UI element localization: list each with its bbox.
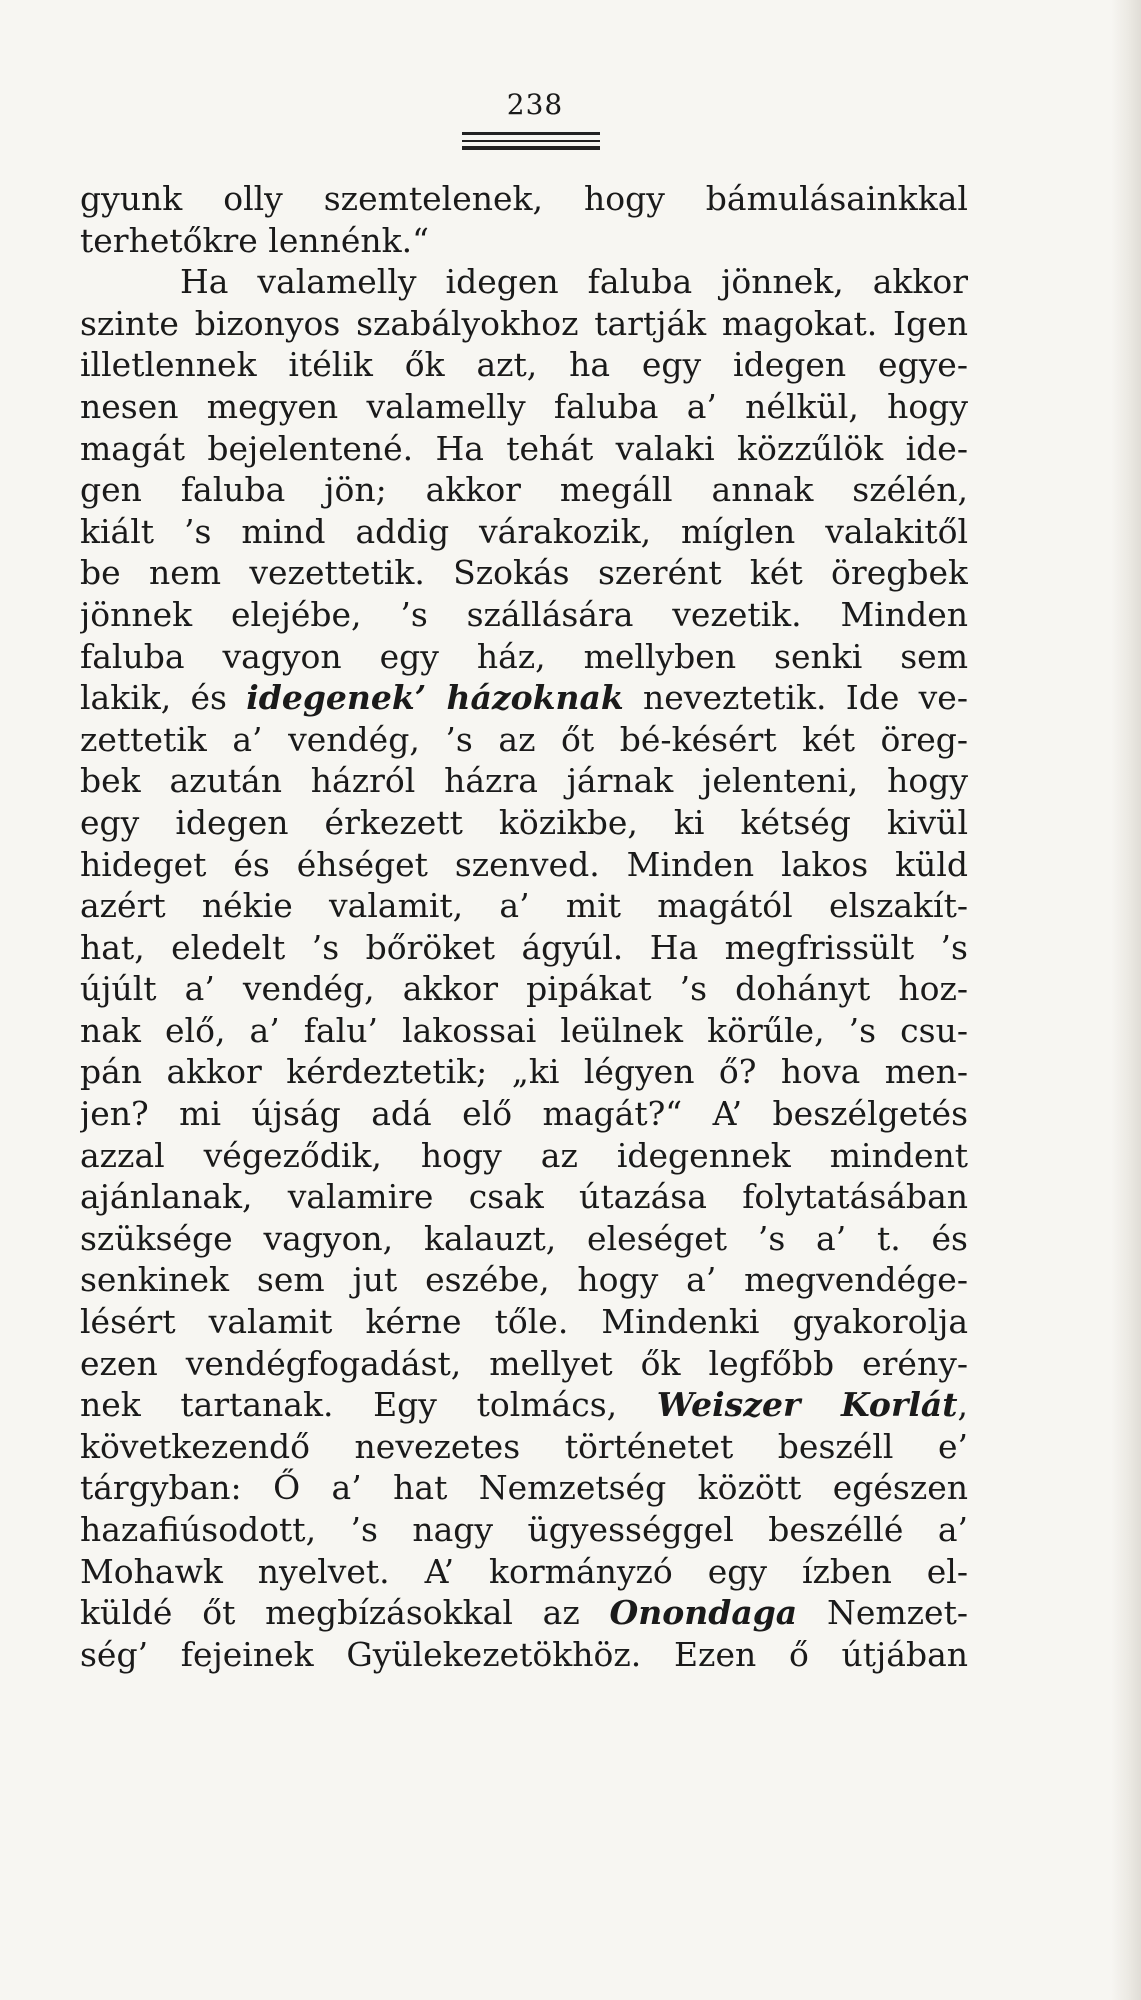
text-line: ezen vendégfogadást, mellyet ők legfőbb erény- bbox=[80, 1343, 968, 1383]
text-line: azzal végeződik, hogy az idegennek mindent bbox=[80, 1135, 968, 1175]
text-line: azért nékie valamit, a’ mit magától elszakít- bbox=[80, 886, 968, 926]
text-line: nak elő, a’ falu’ lakossai leülnek körűle, ’s csu- bbox=[80, 1010, 968, 1050]
page-number: 238 bbox=[506, 88, 564, 121]
text-line: hazafiúsodott, ’s nagy ügyességgel beszéllé a’ bbox=[80, 1510, 968, 1549]
text-line: Ha valamelly idegen faluba jönnek, akkor bbox=[180, 262, 968, 302]
text-line: nesen megyen valamelly faluba a’ nélkül, hogy bbox=[80, 386, 968, 426]
body-text bbox=[80, 178, 968, 1675]
text-line: jönnek elejébe, ’s szállására vezetik. Minden bbox=[80, 594, 968, 634]
text-line: nek tartanak. Egy tolmács, Weiszer Korlát, bbox=[80, 1385, 968, 1425]
header-rule bbox=[462, 132, 600, 135]
text-line: tárgyban: Ő a’ hat Nemzetség között egészen bbox=[80, 1468, 968, 1508]
text-line: jen? mi újság adá elő magát?“ A’ beszélgetés bbox=[80, 1094, 968, 1134]
text-line: szüksége vagyon, kalauzt, eleséget ’s a’ t. és bbox=[80, 1218, 968, 1258]
text-line: gen faluba jön; akkor megáll annak szélén, bbox=[80, 470, 968, 510]
text-line: pán akkor kérdeztetik; „ki légyen ő? hova men- bbox=[80, 1052, 968, 1092]
text-line: egy idegen érkezett közikbe, ki kétség kivül bbox=[80, 802, 968, 842]
text-line: ajánlanak, valamire csak útazása folytatásában bbox=[80, 1177, 968, 1217]
header-rule bbox=[462, 146, 600, 150]
text-line: hideget és éhséget szenved. Minden lakos küld bbox=[80, 844, 968, 884]
page-edge bbox=[1111, 0, 1141, 2000]
header-rule bbox=[462, 140, 600, 142]
text-line: lakik, és idegenek’ házoknak neveztetik. Ide ve- bbox=[80, 678, 968, 718]
text-line: küldé őt megbízásokkal az Onondaga Nemzet- bbox=[80, 1593, 968, 1633]
text-line: be nem vezettetik. Szokás szerént két öregbek bbox=[80, 553, 968, 593]
text-line: zettetik a’ vendég, ’s az őt bé-késért két öreg- bbox=[80, 719, 968, 759]
text-line: bek azután házról házra járnak jelenteni, hogy bbox=[80, 761, 968, 801]
text-line: szinte bizonyos szabályokhoz tartják magokat. Igen bbox=[80, 303, 968, 343]
text-line: hat, eledelt ’s bőröket ágyúl. Ha megfrissült ’s bbox=[80, 927, 968, 967]
text-line: ség’ fejeinek Gyülekezetökhöz. Ezen ő útjában bbox=[80, 1634, 968, 1674]
text-line: senkinek sem jut eszébe, hogy a’ megvendége- bbox=[80, 1260, 968, 1300]
text-line: kiált ’s mind addig várakozik, míglen valakitől bbox=[80, 511, 968, 551]
text-line: illetlennek itélik ők azt, ha egy idegen egye- bbox=[80, 345, 968, 385]
text-line: következendő nevezetes történetet beszéll e’ bbox=[80, 1426, 968, 1466]
text-line: gyunk olly szemtelenek, hogy bámulásainkkal bbox=[80, 179, 968, 218]
text-line: Mohawk nyelvet. A’ kormányzó egy ízben el- bbox=[80, 1551, 968, 1591]
text-line: lésért valamit kérne tőle. Mindenki gyakorolja bbox=[80, 1302, 968, 1342]
text-line: újúlt a’ vendég, akkor pipákat ’s dohányt hoz- bbox=[80, 969, 968, 1009]
text-line: faluba vagyon egy ház, mellyben senki sem bbox=[80, 636, 968, 676]
text-line: terhetőkre lennénk.“ bbox=[80, 220, 429, 260]
text-line: magát bejelentené. Ha tehát valaki közzűlök ide- bbox=[80, 428, 968, 468]
